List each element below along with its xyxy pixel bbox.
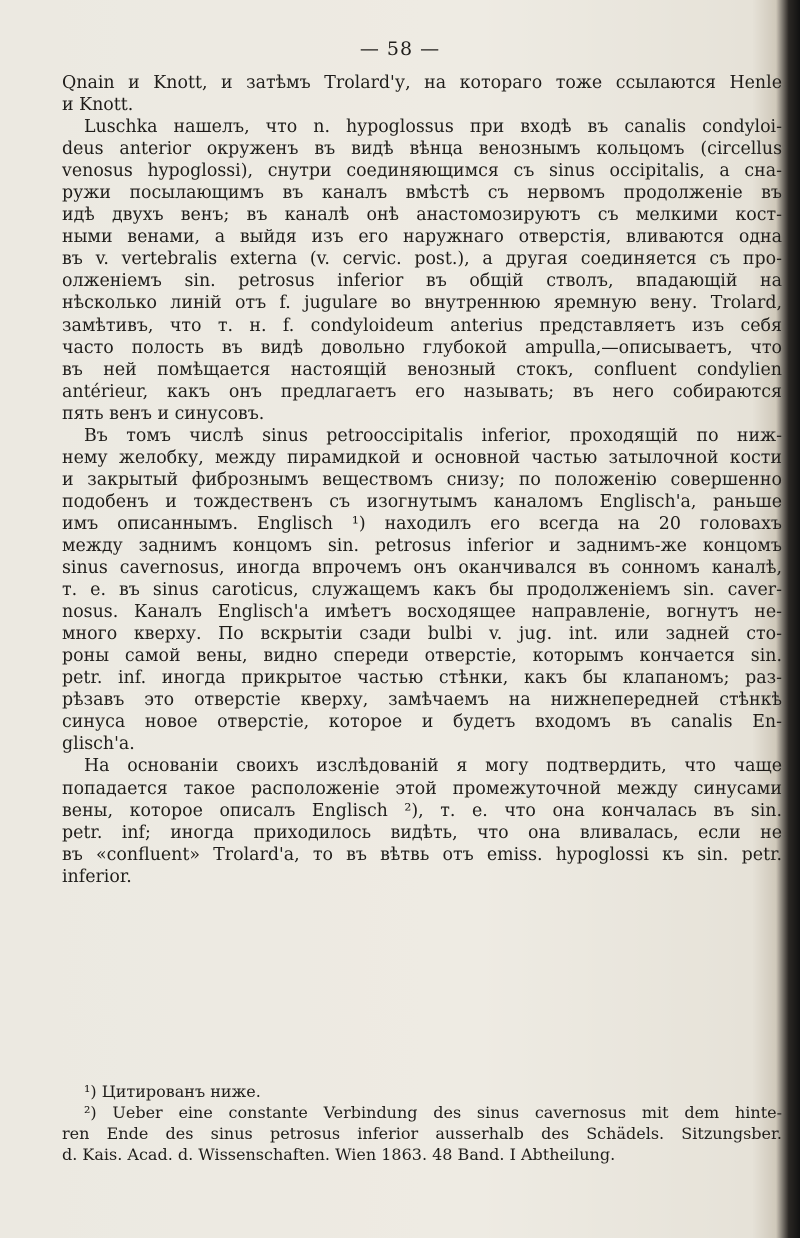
footnote-line: ²) Ueber eine constante Verbindung des sinus cavernosus mit dem hinte- [84, 1103, 782, 1122]
text-line: т. е. въ sinus caroticus, служащемъ какъ бы продолженіемъ sin. caver- [62, 580, 782, 601]
text-line: рѣзавъ это отверстіе кверху, замѣчаемъ на нижнепередней стѣнкѣ [62, 690, 782, 711]
text-line: petr. inf; иногда приходилось видѣть, что она вливалась, если не [62, 822, 782, 843]
text-line: подобенъ и тождественъ съ изогнутымъ каналомъ Englisch'а, раньше [62, 491, 782, 512]
text-line: antérieur, какъ онъ предлагаетъ его называть; въ него собираются [62, 381, 782, 402]
text-line: deus anterior окруженъ въ видѣ вѣнца венознымъ кольцомъ (circellus [62, 139, 782, 160]
text-line: идѣ двухъ венъ; въ каналѣ онѣ анастомозируютъ съ мелкими кост- [62, 205, 782, 226]
footnote-line: d. Kais. Acad. d. Wissenschaften. Wien 1863. 48 Band. I Abtheilung. [62, 1145, 616, 1164]
page-number: — 58 — [359, 38, 441, 60]
paragraph [62, 72, 782, 116]
text-line: venosus hypoglossi), снутри соединяющимся съ sinus occipitalis, а сна- [62, 161, 782, 182]
footnote [62, 1102, 782, 1165]
text-line: въ v. vertebralis externa (v. cervic. post.), а другая соединяется съ про- [62, 249, 782, 270]
text-line: въ ней помѣщается настоящій венозный стокъ, confluent condylien [62, 359, 782, 380]
text-line: ными венами, а выйдя изъ его наружнаго отверстія, вливаются одна [62, 227, 782, 248]
text-line: замѣтивъ, что т. н. f. condyloideum anterius представляетъ изъ себя [62, 315, 782, 336]
text-line: и Knott. [62, 95, 134, 116]
text-line: На основаніи своихъ изслѣдованій я могу подтвердить, что чаще [84, 756, 782, 777]
text-line: часто полость въ видѣ довольно глубокой ampulla,—описываетъ, что [62, 337, 782, 358]
text-line: nosus. Каналъ Englisch'а имѣетъ восходящее направленіе, вогнутъ не- [62, 602, 782, 623]
text-line: нему желобку, между пирамидкой и основной частью затылочной кости [62, 447, 782, 468]
footnotes [62, 1081, 782, 1165]
paragraph [62, 425, 782, 756]
footnote-line: ren Ende des sinus petrosus inferior ausserhalb des Schädels. Sitzungsber. [62, 1124, 782, 1143]
text-line: въ «confluent» Trolard'а, то въ вѣтвь отъ emiss. hypoglossi къ sin. petr. [62, 844, 782, 865]
text-line: Qnain и Knott, и затѣмъ Trolard'у, на котораго тоже ссылаются Henle [62, 73, 782, 93]
text-line: нѣсколько линій отъ f. jugulare во внутреннюю яремную вену. Trolard, [62, 293, 782, 314]
text-line: синуса новое отверстіе, которое и будетъ входомъ въ canalis En- [62, 712, 782, 733]
text-line: petr. inf. иногда прикрытое частью стѣнки, какъ бы клапаномъ; раз- [62, 668, 782, 689]
text-line: имъ описаннымъ. Englisch ¹) находилъ его всегда на 20 головахъ [62, 513, 782, 534]
text-line: вены, которое описалъ Englisch ²), т. е. что она кончалась въ sin. [62, 800, 782, 821]
text-line: роны самой вены, видно спереди отверстіе, которымъ кончается sin. [62, 646, 782, 667]
footnote-line: ¹) Цитированъ ниже. [84, 1082, 261, 1101]
body-text [62, 72, 782, 888]
text-line: олженіемъ sin. petrosus inferior въ общій стволъ, впадающій на [62, 271, 782, 292]
text-line: попадается такое расположеніе этой промежуточной между синусами [62, 778, 782, 799]
text-line: glisch'а. [62, 734, 135, 755]
text-line: Въ томъ числѣ sinus petrooccipitalis inferior, проходящій по ниж- [84, 425, 782, 446]
footnote [62, 1081, 782, 1102]
text-line: пять венъ и синусовъ. [62, 403, 265, 424]
text-line: много кверху. По вскрытіи сзади bulbi v. jug. int. или задней сто- [62, 624, 782, 645]
text-line: и закрытый фибрознымъ веществомъ снизу; по положенію совершенно [62, 469, 782, 490]
text-line: inferior. [62, 866, 132, 887]
text-line: между заднимъ концомъ sin. petrosus inferior и заднимъ-же концомъ [62, 535, 782, 556]
text-line: sinus cavernosus, иногда впрочемъ онъ оканчивался въ сонномъ каналѣ, [62, 558, 782, 579]
text-line: ружи посылающимъ въ каналъ вмѣстѣ съ нервомъ продолженіе въ [62, 183, 782, 204]
paragraph [62, 116, 782, 425]
text-line: Luschka нашелъ, что n. hypoglossus при входѣ въ canalis condyloi- [84, 117, 782, 138]
paragraph [62, 755, 782, 887]
